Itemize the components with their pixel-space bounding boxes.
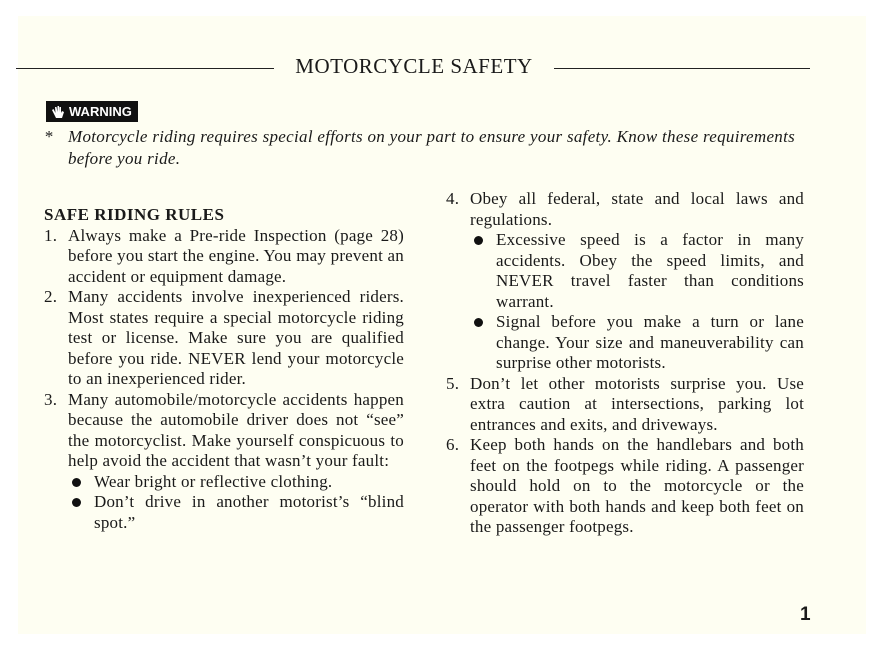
page-title: MOTORCYCLE SAFETY — [295, 54, 533, 78]
rule-text: Keep both hands on the handlebars and both feet on the footpegs while riding. A passenger should hold on to the motorcycle or the operator with both hands and keep both feet on the passenger footpegs. — [470, 435, 804, 536]
rule-bullet — [470, 312, 804, 374]
rule-number: 4. — [446, 189, 460, 208]
warning-message: Motorcycle riding requires special efforts on your part to ensure your safety. Know these requirements before you ride. — [68, 127, 796, 168]
header-rule-left — [16, 68, 274, 69]
header-rule-right — [554, 68, 810, 69]
bullet-dot-icon — [72, 478, 81, 487]
rule-text: Many automobile/motorcycle accidents happen because the automobile driver does not “see” the motorcyclist. Make yourself conspicuous to help avoid the accident that wasn’t your fault: — [68, 389, 404, 470]
rule-bullet — [68, 492, 404, 533]
rule-item-3 — [44, 390, 404, 534]
right-column — [446, 189, 804, 538]
rule-bullet — [470, 230, 804, 312]
bullet-text: Signal before you make a turn or lane change. Your size and maneuverability can surprise other motorists. — [496, 312, 804, 372]
rule-number: 6. — [446, 435, 460, 454]
bullet-dot-icon — [474, 236, 483, 245]
bullet-text: Excessive speed is a factor in many accidents. Obey the speed limits, and NEVER travel faster than conditions warrant. — [496, 230, 804, 311]
left-column — [44, 205, 404, 533]
warning-asterisk: * — [44, 127, 53, 146]
rule-number: 5. — [446, 373, 460, 393]
rule-text: Many accidents involve inexperienced riders. Most states require a special motorcycle riding test or license. Make sure you are qualified before you ride. NEVER lend your motorcycle to an inexperienced rider. — [68, 287, 404, 388]
bullet-dot-icon — [474, 318, 483, 327]
warning-text — [44, 126, 814, 170]
section-header — [14, 54, 814, 80]
bullet-text: Wear bright or reflective clothing. — [94, 471, 333, 491]
hand-warning-icon — [50, 104, 66, 119]
rule-item-5 — [446, 374, 804, 436]
rule-number: 1. — [44, 225, 58, 245]
rule-text: Obey all federal, state and local laws and regulations. — [470, 189, 804, 229]
rule-bullet — [68, 472, 404, 493]
rule-item-4 — [446, 189, 804, 374]
rule-number: 3. — [44, 389, 58, 409]
rule-item-1 — [44, 226, 404, 288]
section-title: SAFE RIDING RULES — [44, 205, 225, 224]
rule-text: Always make a Pre-ride Inspection (page 28) before you start the engine. You may prevent an accident or equipment damage. — [68, 225, 404, 286]
rule-item-6 — [446, 435, 804, 538]
rule-number: 2. — [44, 287, 58, 306]
page-number: 1 — [800, 604, 811, 625]
warning-badge — [46, 101, 138, 122]
bullet-dot-icon — [72, 498, 81, 507]
bullet-text: Don’t drive in another motorist’s “blind spot.” — [94, 492, 404, 532]
rule-text: Don’t let other motorists surprise you. Use extra caution at intersections, parking lot entrances and exits, and driveways. — [470, 373, 804, 434]
rule-item-2 — [44, 287, 404, 390]
warning-badge-label: WARNING — [69, 104, 132, 119]
